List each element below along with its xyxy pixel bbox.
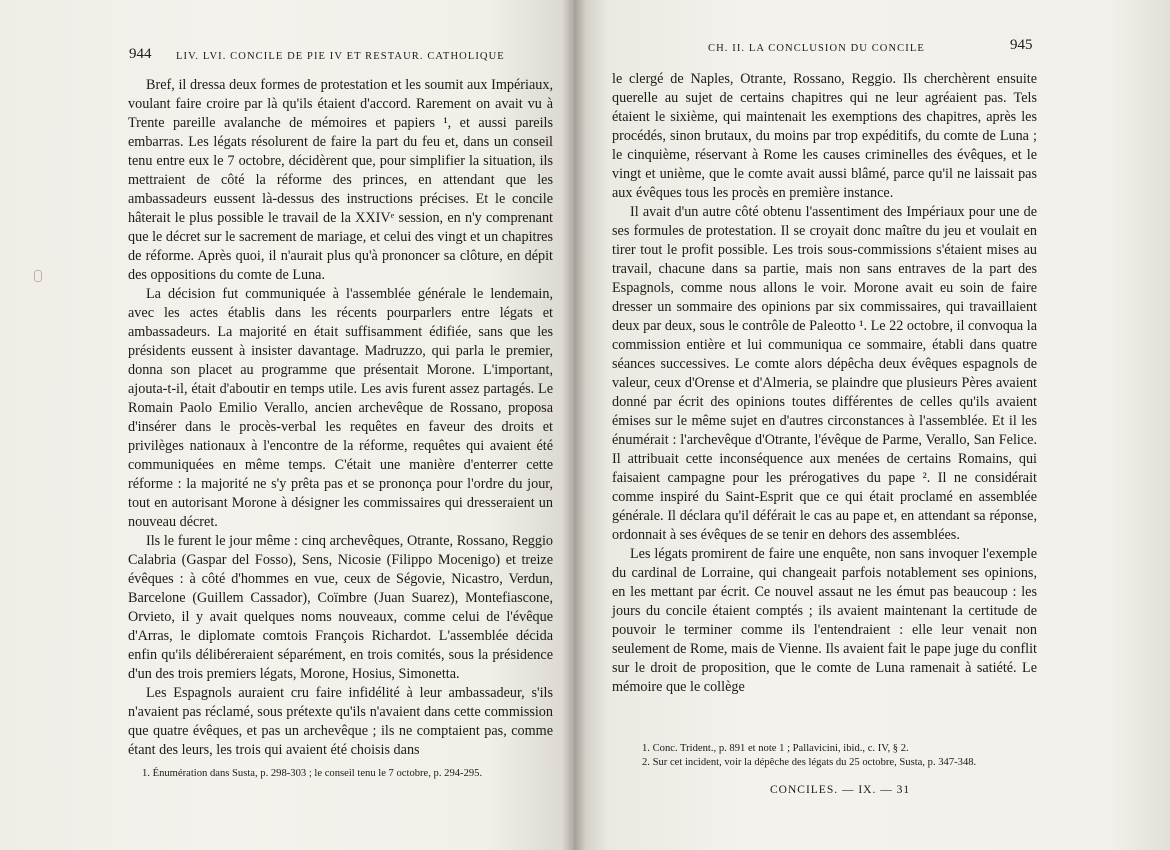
paragraph: La décision fut communiquée à l'assemblée générale le lendemain, avec les actes établis dans les récents pourparlers entre légats et ambassadeurs. La majorité en était suffisamment édifiée, sans que les présidents eussent à insister davantage. Madruzzo, qui parla le premier, donna son placet au programme que présentait Morone. L'important, ajouta-t-il, était d'aboutir en temps utile. Les avis furent assez partagés. Le Romain Paolo Emilio Verallo, ancien archevêque de Rossano, proposa d'insérer dans le procès-verbal les requêtes en faveur des droits et privilèges nationaux à l'encontre de la réforme, requêtes qui avaient été communiquées en même temps. C'était une manière d'enterrer cette réforme : la majorité ne s'y prêta pas et se prononça pour l'ordre du jour, tout en autorisant Morone à désigner les commissaires qui dresseraient un nouveau décret. (128, 286, 553, 530)
paragraph: Les légats promirent de faire une enquête, non sans invoquer l'exemple du cardinal de Lorraine, qui changeait parfois notablement ses opinions, en les mettant par écrit. Ce nouvel assaut ne les émut pas beaucoup : les jours du concile étaient comptés ; ils avaient maintenant la certitude de pouvoir le terminer comme ils l'entendraient : elle leur venait non seulement de Rome, mais de Vienne. Ils avaient fait le pape juge du conflit sur le droit de proposition, que le comte de Luna ramenait à satiété. Le mémoire que le collège (612, 546, 1037, 695)
footnote: 1. Énumération dans Susta, p. 298-303 ; le conseil tenu le 7 octobre, p. 294-295. (142, 768, 483, 779)
footnote: 2. Sur cet incident, voir la dépêche des légats du 25 octobre, Susta, p. 347-348. (642, 757, 977, 768)
running-head: CH. II. LA CONCLUSION DU CONCILE (708, 43, 925, 54)
paragraph: Ils le furent le jour même : cinq archevêques, Otrante, Rossano, Reggio Calabria (Gaspar del Fosso), Sens, Nicosie (Filippo Mocenigo) et treize évêques : à côté d'hommes en vue, ceux de Ségovie, Nicastro, Verdun, Barcelone (Guillem Cassador), Coïmbre (Juan Suarez), Montefiascone, Orvieto, il y avait quelques noms nouveaux, comme celui de l'évêque d'Arras, le diplomate comtois François Richardot. L'assemblée décida enfin qu'ils délibéreraient séparément, en trois comités, sous la présidence d'un des trois premiers légats, Morone, Hosius, Simonetta. (128, 533, 553, 682)
paragraph: Il avait d'un autre côté obtenu l'assentiment des Impériaux pour une de ses formules de protestation. Il se croyait donc maître du jeu et voulait en tirer tout le profit possible. Les trois sous-commissions s'étaient mises au travail, chacune dans sa partie, mais non sans entraves de la part des Espagnols, comme nous allons le voir. Morone avait eu soin de faire dresser un sommaire des opinions par six commissaires, qui travaillaient deux par deux, sous le contrôle de Paleotto ¹. Le 22 octobre, il convoqua la commission entière et lui communiqua ce sommaire, établi dans quatre séances successives. Le comte alors dépêcha deux évêques espagnols de valeur, ceux d'Orense et d'Almeria, se plaindre que plusieurs Pères avaient donné par écrit des opinions toutes différentes de celles qu'ils avaient émises sur le même sujet en d'autres circonstances à l'assemblée. Et il les énumérait : l'archevêque d'Otrante, l'évêque de Parme, Verallo, San Felice. Il attribuait cette inconséquence aux menées de certains Romains, qui faisaient campagne pour les prérogatives du pape ². Il ne considérait comme inspiré du Saint-Esprit que ce qui était proclamé en assemblée générale. Il déclara qu'il déférait le cas au pape et, en attendant sa réponse, ordonnait à ses évêques de se tenir en dehors des assemblées. (612, 204, 1037, 543)
footnote: 1. Conc. Trident., p. 891 et note 1 ; Pallavicini, ibid., c. IV, § 2. (642, 743, 909, 754)
margin-mark (34, 270, 42, 282)
paragraph: Les Espagnols auraient cru faire infidélité à leur ambassadeur, s'ils n'avaient pas réclamé, sous prétexte qu'ils n'avaient dans cette commission que quatre évêques, et pas un archevêque ; ils ne comptaient pas, comme étant des leurs, les trois qui avaient été choisis dans (128, 685, 553, 758)
paragraph-continuation: le clergé de Naples, Otrante, Rossano, Reggio. Ils cherchèrent ensuite querelle au sujet de certains chapitres qui ne leur agréaient pas. Tels étaient le sixième, qui maintenait les exemptions des chapitres, après les procédés, sinon brutaux, du moins par trop expéditifs, du comte de Luna ; le cinquième, réservant à Rome les causes criminelles des évêques, et le vingt et unième, que le comte avait aussi blâmé, parce qu'il ne laissait pas aux évêques tous les procès en première instance. (612, 71, 1037, 201)
running-head: LIV. LVI. CONCILE DE PIE IV ET RESTAUR. CATHOLIQUE (176, 51, 505, 62)
left-body-text (128, 76, 553, 760)
right-footnotes (628, 742, 1038, 770)
signature-line: CONCILES. — IX. — 31 (770, 784, 911, 796)
book-gutter (562, 0, 586, 850)
right-body-text (612, 70, 1037, 697)
paragraph: Bref, il dressa deux formes de protestation et les soumit aux Impériaux, voulant faire croire par là qu'ils étaient d'accord. Rarement on avait vu à Trente pareille avalanche de mémoires et papiers ¹, et aussi pareils embarras. Les légats résolurent de faire la part du feu et, dans un conseil tenu entre eux le 7 octobre, décidèrent que, pour simplifier la situation, ils mettraient de côté la réforme des princes, en attendant que les ambassadeurs eussent là-dessus des instructions précises. Et le concile hâterait le plus possible le travail de la XXIVᵉ session, en n'y comprenant que le décret sur le sacrement de mariage, et celui des vingt et un chapitres de réforme. Après quoi, il n'aurait plus qu'à prononcer sa clôture, en dépit des oppositions du comte de Luna. (128, 77, 553, 283)
page-number: 945 (1010, 37, 1033, 53)
left-page (0, 0, 574, 850)
page-number: 944 (129, 46, 152, 62)
left-footnotes (128, 767, 553, 781)
